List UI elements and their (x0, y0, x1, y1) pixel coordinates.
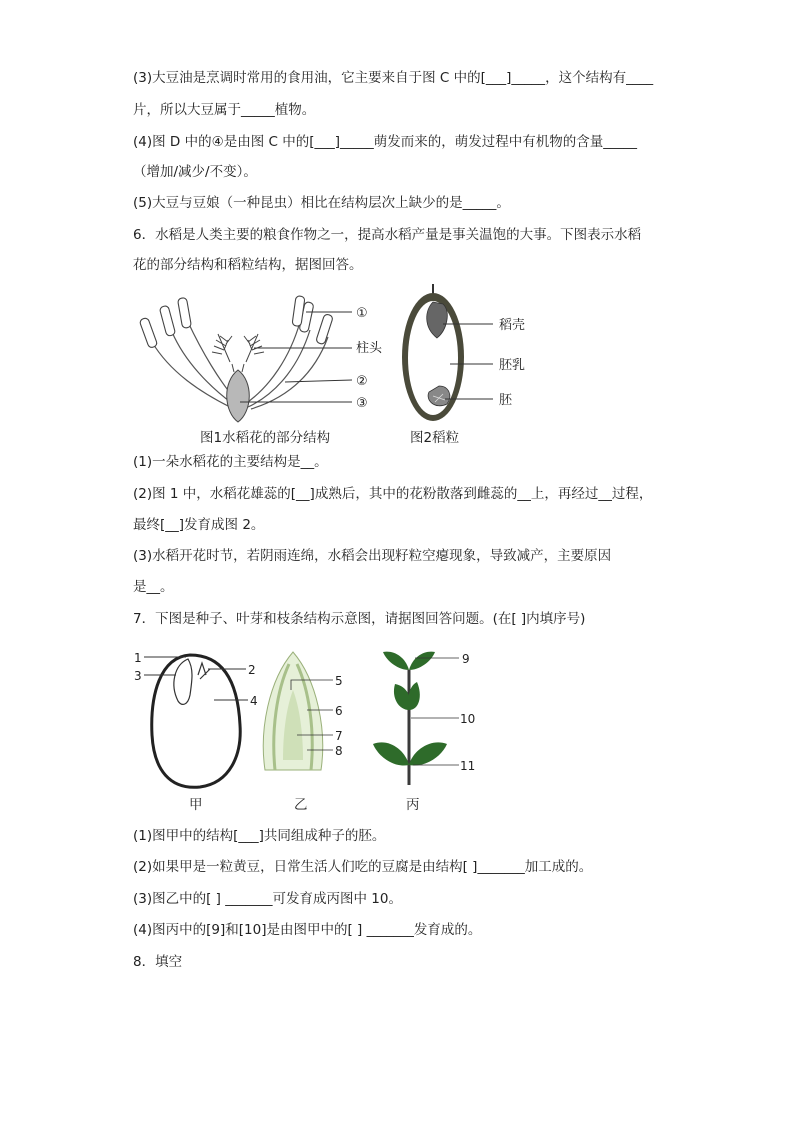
q5-part3-line2: 片，所以大豆属于_____植物。 (133, 102, 316, 118)
branch-label-9: 9 (462, 652, 470, 666)
figure-jia-caption: 甲 (189, 797, 203, 813)
seed-label-3: 3 (134, 669, 142, 683)
q5-part3-line1: (3)大豆油是烹调时常用的食用油，它主要来自于图 C 中的[___]_____，这个结构有____ (133, 70, 654, 86)
branch-label-11: 11 (460, 759, 476, 773)
bud-label-7: 7 (335, 729, 343, 743)
grain-label-hull: 稻壳 (499, 318, 526, 333)
q6-part3-line2: 是__。 (133, 579, 174, 595)
figure-yi-caption: 乙 (294, 797, 308, 813)
flower-label-3: ③ (356, 396, 368, 411)
q5-part4-line1: (4)图 D 中的④是由图 C 中的[___]_____萌发而来的，萌发过程中有机物的含量_____ (133, 134, 637, 150)
leaf-bud-figure (255, 650, 355, 775)
bud-label-8: 8 (335, 744, 343, 758)
seed-label-4: 4 (250, 694, 258, 708)
q5-part4-line2: （增加/减少/不变）。 (133, 164, 257, 180)
q6-part1: (1)一朵水稻花的主要结构是__。 (133, 454, 328, 470)
q6-stem-line1: 6．水稻是人类主要的粮食作物之一，提高水稻产量是事关温饱的大事。下图表示水稻 (133, 227, 642, 243)
q8-stem: 8．填空 (133, 954, 183, 970)
flower-label-2: ② (356, 374, 368, 389)
rice-grain-figure (395, 282, 545, 427)
q5-part5: (5)大豆与豆娘（一种昆虫）相比在结构层次上缺少的是_____。 (133, 195, 510, 211)
q7-part1: (1)图甲中的结构[___]共同组成种子的胚。 (133, 828, 386, 844)
figure2-caption: 图2稻粒 (410, 430, 460, 446)
q6-part3-line1: (3)水稻开花时节，若阴雨连绵，水稻会出现籽粒空瘪现象，导致减产，主要原因 (133, 548, 612, 564)
flower-label-stigma: 柱头 (356, 341, 383, 356)
bud-label-5: 5 (335, 674, 343, 688)
grain-label-embryo: 胚 (499, 393, 513, 408)
flower-label-1: ① (356, 306, 368, 321)
rice-flower-figure (130, 292, 390, 442)
seed-label-2: 2 (248, 663, 256, 677)
q6-stem-line2: 花的部分结构和稻粒结构，据图回答。 (133, 257, 363, 273)
figure1-caption: 图1水稻花的部分结构 (200, 430, 331, 446)
branch-label-10: 10 (460, 712, 476, 726)
q7-part3: (3)图乙中的[ ] _______可发育成丙图中 10。 (133, 891, 402, 907)
q7-stem: 7．下图是种子、叶芽和枝条结构示意图，请据图回答问题。(在[ ]内填序号) (133, 611, 586, 627)
bud-label-6: 6 (335, 704, 343, 718)
q6-part2-line1: (2)图 1 中，水稻花雄蕊的[__]成熟后，其中的花粉散落到雌蕊的__上，再经过__过程， (133, 486, 653, 502)
seed-figure (130, 645, 270, 795)
branch-figure (365, 640, 490, 790)
grain-label-endosperm: 胚乳 (499, 358, 526, 373)
q7-part4: (4)图丙中的[9]和[10]是由图甲中的[ ] _______发育成的。 (133, 922, 482, 938)
q7-part2: (2)如果甲是一粒黄豆，日常生活人们吃的豆腐是由结构[ ]_______加工成的。 (133, 859, 593, 875)
seed-label-1: 1 (134, 651, 142, 665)
q6-part2-line2: 最终[__]发育成图 2。 (133, 517, 265, 533)
figure-bing-caption: 丙 (406, 797, 420, 813)
